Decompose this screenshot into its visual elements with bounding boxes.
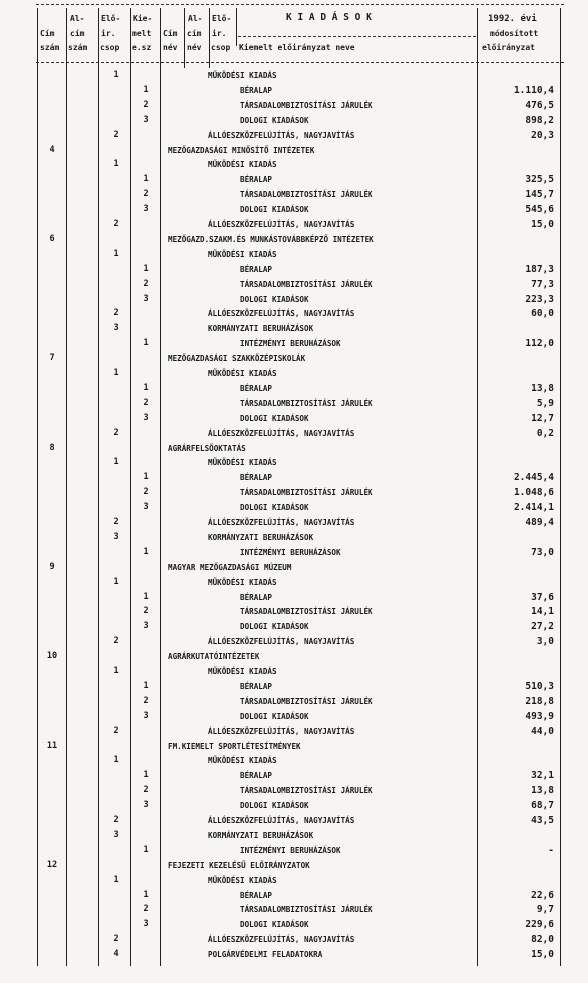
kiemelt-number: 3 <box>143 114 149 125</box>
row-name: MŰKÖDÉSI KIADÁS <box>208 577 277 587</box>
row-value: 15,0 <box>531 219 554 230</box>
table-row <box>0 232 588 247</box>
row-name: MŰKÖDÉSI KIADÁS <box>208 160 277 170</box>
row-name: POLGÁRVÉDELMI FELADATOKRA <box>208 950 323 960</box>
table-row <box>0 381 588 396</box>
kiemelt-number: 1 <box>143 382 149 393</box>
table-row <box>0 68 588 83</box>
row-name: BÉRALAP <box>240 592 273 602</box>
row-value: 325,5 <box>525 174 554 186</box>
header-kiemelt-nev: Kiemelt előirányzat neve <box>239 43 355 52</box>
row-value: 15,0 <box>531 949 554 961</box>
row-value: 82,0 <box>531 934 554 946</box>
kiemelt-number: 2 <box>143 695 149 706</box>
header-alcim-2: cím <box>70 29 85 38</box>
row-name: INTÉZMÉNYI BERUHÁZÁSOK <box>240 339 341 349</box>
row-value: 2.414,1 <box>513 502 554 514</box>
kiemelt-number: 1 <box>143 844 149 855</box>
header-year: 1992. évi <box>488 14 537 24</box>
row-name: INTÉZMÉNYI BERUHÁZÁSOK <box>240 547 341 557</box>
row-name: DOLOGI KIADÁSOK <box>240 920 309 930</box>
header-eloir-1: Elő- <box>101 14 121 23</box>
row-name: FEJEZETI KEZELÉSŰ ELŐIRÁNYZATOK <box>168 860 310 870</box>
table-row <box>0 172 588 187</box>
kiemelt-number: 1 <box>143 770 149 781</box>
header-inner-rule <box>238 36 476 37</box>
table-row <box>0 247 588 262</box>
row-value: 218,8 <box>525 695 554 707</box>
table-row <box>0 485 588 500</box>
row-value: 223,3 <box>525 293 554 305</box>
table-row <box>0 902 588 917</box>
header-eloir-2: ir. <box>101 29 116 38</box>
row-name: TÁRSADALOMBIZTOSÍTÁSI JÁRULÉK <box>240 488 373 498</box>
row-value: 44,0 <box>531 725 554 737</box>
table-row <box>0 932 588 947</box>
row-name: INTÉZMÉNYI BERUHÁZÁSOK <box>240 845 341 855</box>
row-name: ÁLLÓESZKÖZFELÚJÍTÁS, NAGYJAVÍTÁS <box>208 816 355 825</box>
row-name: ÁLLÓESZKÖZFELÚJÍTÁS, NAGYJAVÍTÁS <box>208 130 355 140</box>
row-value: 27,2 <box>531 621 554 633</box>
table-row <box>0 202 588 217</box>
row-value: 9,7 <box>536 904 554 916</box>
row-value: 60,0 <box>531 308 554 320</box>
row-name: ÁLLÓESZKÖZFELÚJÍTÁS, NAGYJAVÍTÁS <box>208 726 355 736</box>
row-name: AGRÁRKUTATÓINTÉZETEK <box>168 652 260 662</box>
kiemelt-number: 1 <box>143 591 149 602</box>
table-row <box>0 187 588 202</box>
row-name: KORMÁNYZATI BERUHÁZÁSOK <box>208 324 314 334</box>
row-name: MŰKÖDÉSI KIADÁS <box>208 71 277 80</box>
row-name: ÁLLÓESZKÖZFELÚJÍTÁS, NAGYJAVÍTÁS <box>208 220 355 229</box>
table-row <box>0 590 588 605</box>
table-row <box>0 664 588 679</box>
top-rule <box>36 4 564 5</box>
header-modositott: módosított <box>490 29 539 38</box>
row-name: MŰKÖDÉSI KIADÁS <box>208 458 277 468</box>
row-value: 22,6 <box>531 889 554 901</box>
alcim-number: 2 <box>113 725 119 736</box>
cim-number: 4 <box>49 144 55 155</box>
alcim-number: 1 <box>113 755 119 766</box>
kiemelt-number: 3 <box>143 621 149 632</box>
row-name: MŰKÖDÉSI KIADÁS <box>208 249 277 259</box>
row-value: 112,0 <box>525 338 554 350</box>
row-value: 43,5 <box>531 815 554 826</box>
row-name: MEZŐGAZDASÁGI MINŐSÍTŐ INTÉZETEK <box>168 145 315 155</box>
row-name: DOLOGI KIADÁSOK <box>240 622 309 632</box>
kiemelt-number: 3 <box>143 710 149 721</box>
table-row <box>0 888 588 903</box>
row-value: 476,5 <box>525 99 554 111</box>
row-value: 2.445,4 <box>513 472 554 484</box>
kiemelt-number: 2 <box>143 487 149 498</box>
table-row <box>0 83 588 98</box>
header-cim-2: szám <box>40 43 60 52</box>
header-kiemelt-1: Kie- <box>133 14 153 23</box>
table-row <box>0 753 588 768</box>
table-row <box>0 143 588 158</box>
table-row <box>0 575 588 590</box>
table-row <box>0 619 588 634</box>
kiemelt-number: 2 <box>143 606 149 617</box>
row-value: 145,7 <box>525 189 554 201</box>
row-value: 229,6 <box>525 919 554 931</box>
row-value: 73,0 <box>531 546 554 558</box>
row-name: TÁRSADALOMBIZTOSÍTÁSI JÁRULÉK <box>240 786 373 796</box>
row-name: DOLOGI KIADÁSOK <box>240 503 309 513</box>
kiemelt-number: 3 <box>143 293 149 304</box>
row-value: 13,8 <box>531 382 554 394</box>
alcim-number: 2 <box>113 636 119 647</box>
alcim-number: 2 <box>113 308 119 319</box>
alcim-number: 2 <box>113 815 119 825</box>
table-row <box>0 366 588 381</box>
table-row <box>0 128 588 143</box>
row-name: MAGYAR MEZŐGAZDASÁGI MÚZEUM <box>168 562 292 572</box>
table-row <box>0 336 588 351</box>
cim-number: 9 <box>49 561 55 572</box>
table-row <box>0 396 588 411</box>
row-name: BÉRALAP <box>240 85 273 95</box>
table-row <box>0 604 588 619</box>
alcim-number: 2 <box>113 219 119 229</box>
header-eloirnev-3: csop <box>211 43 231 52</box>
table-row <box>0 694 588 709</box>
row-value: 68,7 <box>531 800 554 812</box>
row-value: - <box>548 844 554 856</box>
kiemelt-number: 3 <box>143 800 149 811</box>
row-value: 489,4 <box>525 517 554 528</box>
table-row <box>0 292 588 307</box>
table-row <box>0 98 588 113</box>
alcim-number: 1 <box>113 159 119 170</box>
kiemelt-number: 2 <box>143 904 149 915</box>
table-row <box>0 634 588 649</box>
row-name: DOLOGI KIADÁSOK <box>240 115 309 125</box>
header-alcimnev-1: Al- <box>188 14 203 23</box>
table-row <box>0 545 588 560</box>
table-row <box>0 351 588 366</box>
row-name: TÁRSADALOMBIZTOSÍTÁSI JÁRULÉK <box>240 100 373 110</box>
alcim-number: 1 <box>113 576 119 587</box>
header-alcimnev-2: cím <box>187 29 202 38</box>
row-value: 12,7 <box>531 412 554 424</box>
cim-number: 11 <box>46 740 58 751</box>
header-eloir-3: csop <box>100 43 120 52</box>
kiemelt-number: 1 <box>143 546 149 557</box>
table-row <box>0 649 588 664</box>
kiemelt-number: 1 <box>143 680 149 691</box>
header-kiemelt-2: melt <box>132 29 152 38</box>
row-name: BÉRALAP <box>240 264 273 274</box>
table-row <box>0 217 588 232</box>
row-name: DOLOGI KIADÁSOK <box>240 801 309 811</box>
table-row <box>0 306 588 321</box>
table-row <box>0 709 588 724</box>
table-row <box>0 813 588 828</box>
row-name: MŰKÖDÉSI KIADÁS <box>208 369 277 378</box>
kiemelt-number: 1 <box>143 263 149 274</box>
header-alcim-3: szám <box>68 43 88 52</box>
table-row <box>0 277 588 292</box>
alcim-number: 1 <box>113 874 119 885</box>
row-name: BÉRALAP <box>240 383 273 393</box>
row-name: TÁRSADALOMBIZTOSÍTÁSI JÁRULÉK <box>240 279 373 289</box>
header-alcim-1: Al- <box>70 14 85 23</box>
row-name: TÁRSADALOMBIZTOSÍTÁSI JÁRULÉK <box>240 696 373 706</box>
alcim-number: 1 <box>113 70 119 80</box>
table-row <box>0 470 588 485</box>
row-name: DOLOGI KIADÁSOK <box>240 205 309 215</box>
table-row <box>0 321 588 336</box>
row-name: BÉRALAP <box>240 771 273 781</box>
header-cim-1: Cím <box>40 29 55 38</box>
table-row <box>0 560 588 575</box>
kiemelt-number: 2 <box>143 785 149 796</box>
row-name: FM.KIEMELT SPORTLÉTESÍTMÉNYEK <box>168 741 301 751</box>
row-value: 14,1 <box>531 606 554 618</box>
header-alcimnev-3: név <box>187 43 202 52</box>
row-name: MEZŐGAZDASÁGI SZAKKÖZÉPISKOLÁK <box>168 354 306 364</box>
kiemelt-number: 2 <box>143 189 149 200</box>
table-row <box>0 783 588 798</box>
alcim-number: 1 <box>113 368 119 378</box>
row-value: 1.110,4 <box>513 84 554 96</box>
alcim-number: 1 <box>113 248 119 259</box>
table-row <box>0 113 588 128</box>
row-name: TÁRSADALOMBIZTOSÍTÁSI JÁRULÉK <box>240 607 373 617</box>
alcim-number: 2 <box>113 934 119 945</box>
header-column-rule <box>209 8 210 68</box>
row-value: 545,6 <box>525 204 554 216</box>
cim-number: 7 <box>49 353 55 364</box>
table-row <box>0 873 588 888</box>
row-value: 20,3 <box>531 129 554 141</box>
row-value: 32,1 <box>531 770 554 782</box>
kiemelt-number: 2 <box>143 278 149 289</box>
alcim-number: 4 <box>113 949 119 960</box>
table-row <box>0 739 588 754</box>
table-row <box>0 679 588 694</box>
row-value: 37,6 <box>531 591 554 603</box>
alcim-number: 1 <box>113 457 119 468</box>
table-row <box>0 426 588 441</box>
row-name: TÁRSADALOMBIZTOSÍTÁSI JÁRULÉK <box>240 905 373 915</box>
table-row <box>0 798 588 813</box>
cim-number: 8 <box>49 442 55 453</box>
header-kiemelt-3: e.sz <box>132 43 152 52</box>
kiemelt-number: 1 <box>143 174 149 185</box>
header-column-rule <box>236 8 237 46</box>
header-eloirnev-1: Elő- <box>212 14 232 23</box>
alcim-number: 3 <box>113 829 119 840</box>
row-name: MEZŐGAZD.SZAKM.ÉS MUNKÁSTOVÁBBKÉPZŐ INTÉZETEK <box>168 234 374 244</box>
row-name: BÉRALAP <box>240 473 273 483</box>
row-value: 510,3 <box>525 680 554 692</box>
row-name: MŰKÖDÉSI KIADÁS <box>208 667 277 676</box>
cim-number: 10 <box>46 651 58 662</box>
cim-number: 6 <box>49 233 55 244</box>
table-row <box>0 262 588 277</box>
kiemelt-number: 3 <box>143 412 149 423</box>
row-name: DOLOGI KIADÁSOK <box>240 294 309 304</box>
row-value: 77,3 <box>531 278 554 290</box>
row-value: 1.048,6 <box>513 487 554 499</box>
row-name: ÁLLÓESZKÖZFELÚJÍTÁS, NAGYJAVÍTÁS <box>208 518 355 527</box>
header-cimnev-1: Cím <box>163 29 178 38</box>
table-row <box>0 515 588 530</box>
kiemelt-number: 3 <box>143 204 149 215</box>
row-value: 5,9 <box>536 397 554 409</box>
table-row <box>0 724 588 739</box>
table-row <box>0 530 588 545</box>
kiemelt-number: 1 <box>143 338 149 349</box>
header-column-rule <box>184 8 185 68</box>
table-row <box>0 917 588 932</box>
row-name: ÁLLÓESZKÖZFELÚJÍTÁS, NAGYJAVÍTÁS <box>208 309 355 319</box>
table-row <box>0 411 588 426</box>
kiemelt-number: 2 <box>143 99 149 110</box>
row-name: TÁRSADALOMBIZTOSÍTÁSI JÁRULÉK <box>240 190 373 200</box>
table-row <box>0 947 588 962</box>
header-rule <box>36 62 564 63</box>
table-row <box>0 455 588 470</box>
row-name: DOLOGI KIADÁSOK <box>240 711 309 721</box>
header-kiadasok: K I A D Á S O K <box>286 12 372 23</box>
kiemelt-number: 1 <box>143 84 149 95</box>
row-value: 13,8 <box>531 785 554 797</box>
alcim-number: 3 <box>113 531 119 542</box>
alcim-number: 1 <box>113 666 119 676</box>
kiemelt-number: 2 <box>143 397 149 408</box>
row-value: 3,0 <box>536 636 554 648</box>
header-eloiranyzat: előirányzat <box>482 43 535 52</box>
table-row <box>0 157 588 172</box>
row-name: BÉRALAP <box>240 175 273 185</box>
alcim-number: 2 <box>113 517 119 527</box>
row-value: 187,3 <box>525 263 554 275</box>
row-value: 493,9 <box>525 710 554 722</box>
row-name: KORMÁNYZATI BERUHÁZÁSOK <box>208 532 314 542</box>
table-row <box>0 843 588 858</box>
row-name: BÉRALAP <box>240 681 273 691</box>
row-value: 898,2 <box>525 114 554 126</box>
row-value: 0,2 <box>536 427 554 439</box>
row-name: ÁLLÓESZKÖZFELÚJÍTÁS, NAGYJAVÍTÁS <box>208 428 355 438</box>
row-name: DOLOGI KIADÁSOK <box>240 413 309 423</box>
row-name: BÉRALAP <box>240 890 273 900</box>
kiemelt-number: 1 <box>143 889 149 900</box>
kiemelt-number: 1 <box>143 472 149 483</box>
kiemelt-number: 3 <box>143 919 149 930</box>
kiemelt-number: 3 <box>143 502 149 513</box>
table-row <box>0 441 588 456</box>
table-row <box>0 828 588 843</box>
row-name: AGRÁRFELSŐOKTATÁS <box>168 443 246 453</box>
table-row <box>0 768 588 783</box>
row-name: ÁLLÓESZKÖZFELÚJÍTÁS, NAGYJAVÍTÁS <box>208 637 355 647</box>
row-name: TÁRSADALOMBIZTOSÍTÁSI JÁRULÉK <box>240 398 373 408</box>
row-name: KORMÁNYZATI BERUHÁZÁSOK <box>208 830 314 840</box>
header-cimnev-2: név <box>163 43 178 52</box>
header-eloirnev-2: ir. <box>212 29 227 38</box>
alcim-number: 2 <box>113 427 119 438</box>
row-name: MŰKÖDÉSI KIADÁS <box>208 875 277 885</box>
row-name: MŰKÖDÉSI KIADÁS <box>208 756 277 766</box>
table-row <box>0 500 588 515</box>
alcim-number: 3 <box>113 323 119 334</box>
row-name: ÁLLÓESZKÖZFELÚJÍTÁS, NAGYJAVÍTÁS <box>208 935 355 945</box>
alcim-number: 2 <box>113 129 119 140</box>
table-row <box>0 858 588 873</box>
cim-number: 12 <box>46 859 58 870</box>
